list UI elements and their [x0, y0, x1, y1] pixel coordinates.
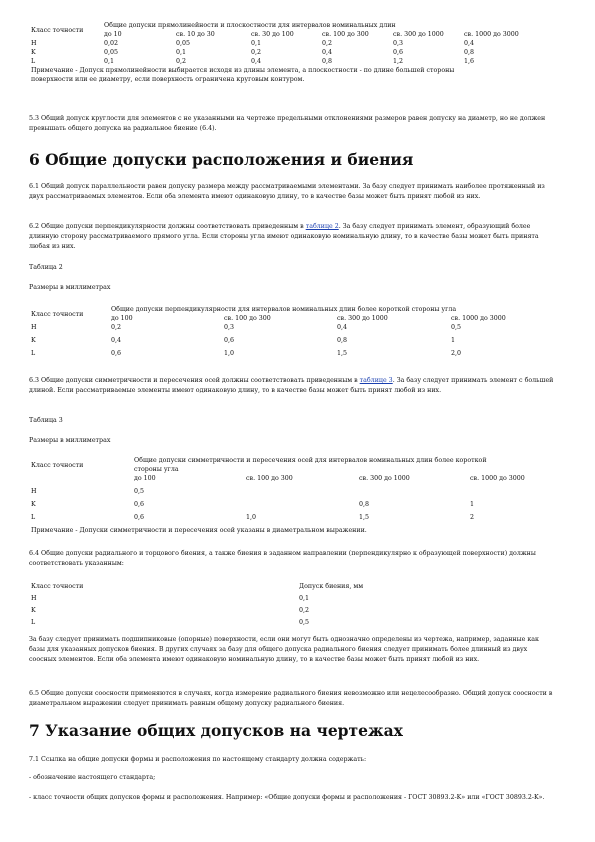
value-cell: 0,6: [134, 514, 145, 521]
paragraph-text: 6.2 Общие допуски перпендикулярности должны соответствовать приведенным в: [29, 223, 304, 230]
value-cell: 0,5: [134, 488, 145, 495]
value-cell: 0,1: [176, 49, 187, 56]
class-cell: K: [31, 49, 36, 56]
value-cell: 0,8: [464, 49, 475, 56]
table-row: [31, 606, 557, 618]
value-cell: 1,0: [224, 350, 235, 357]
value-cell: 0,05: [104, 49, 119, 56]
table-row: [31, 336, 557, 349]
value-cell: 0,2: [299, 607, 310, 614]
value-cell: 1,6: [464, 58, 475, 65]
value-cell: 0,3: [393, 40, 404, 47]
flatness-tolerance-table: [31, 21, 557, 84]
column-header: Класс точности: [31, 583, 84, 590]
paragraph-text: 6.3 Общие допуски симметричности и пересечения осей должны соответствовать приведенным в: [29, 377, 358, 384]
value-cell: 0,4: [337, 324, 348, 331]
value-cell: 1,2: [393, 58, 404, 65]
value-cell: 0,02: [104, 40, 119, 47]
table-column-headers: [31, 474, 557, 487]
table-note: Примечание - Допуск прямолинейности выбирается исходя из длины элемента, а плоскостности - по длине большей стороны: [31, 67, 455, 74]
table-row: [31, 48, 557, 57]
section-6-heading: 6 Общие допуски расположения и биения: [29, 150, 414, 169]
table-group-header: Общие допуски прямолинейности и плоскостности для интервалов номинальных длин: [104, 22, 396, 29]
paragraph-6-1: 6.1 Общий допуск параллельности равен допуску размера между рассматриваемыми элементами. За базу следует принимать наиболее протяженный из двух рассматриваемых элементов. Если оба элемента имеют одинаковую длину, то в качестве базы может быть принят любой из них.: [29, 183, 545, 200]
value-cell: 1,0: [246, 514, 257, 521]
table-2-caption: Таблица 2: [29, 264, 63, 271]
value-cell: 0,2: [322, 40, 333, 47]
class-cell: K: [31, 607, 36, 614]
value-cell: 0,1: [251, 40, 262, 47]
perpendicularity-tolerance-table: [31, 305, 557, 362]
table-3-link[interactable]: таблице 3: [359, 377, 393, 384]
table-group-header: Общие допуски перпендикулярности для интервалов номинальных длин более короткой стороны угла: [111, 306, 457, 313]
section-7-heading: 7 Указание общих допусков на чертежах: [29, 721, 403, 740]
class-cell: H: [31, 488, 37, 495]
value-cell: 0,4: [464, 40, 475, 47]
list-item: - обозначение настоящего стандарта;: [29, 774, 156, 781]
column-header: св. 30 до 100: [251, 31, 294, 38]
table-row: [31, 513, 557, 526]
value-cell: 0,6: [111, 350, 122, 357]
value-cell: 0,3: [224, 324, 235, 331]
table-row: [31, 349, 557, 362]
value-cell: 0,6: [393, 49, 404, 56]
table-row: [31, 618, 557, 630]
class-header: Класс точности: [31, 461, 84, 469]
class-header: Класс точности: [31, 310, 84, 318]
table-group-header: Общие допуски симметричности и пересечения осей для интервалов номинальных длин более короткой: [134, 457, 487, 464]
table-2-link[interactable]: таблице 2: [305, 223, 339, 230]
column-header: св. 300 до 1000: [359, 475, 410, 482]
class-cell: H: [31, 595, 37, 602]
value-cell: 0,4: [251, 58, 262, 65]
value-cell: 0,05: [176, 40, 191, 47]
table-column-headers: [31, 582, 557, 594]
table-3-caption: Таблица 3: [29, 417, 63, 424]
column-header: св. 1000 до 3000: [464, 31, 519, 38]
value-cell: 2,0: [451, 350, 462, 357]
value-cell: 0,8: [322, 58, 333, 65]
runout-tolerance-table: [31, 582, 557, 630]
paragraph-6-4: 6.4 Общие допуски радиального и торцового биения, а также биения в заданном направлении (перпендикулярно к образующей поверхности) должны соответствовать указанным:: [29, 550, 536, 567]
value-cell: 0,8: [359, 501, 370, 508]
column-header: св. 1000 до 3000: [451, 315, 506, 322]
table-row: [31, 487, 557, 500]
value-cell: 0,4: [322, 49, 333, 56]
class-cell: H: [31, 324, 37, 331]
class-cell: L: [31, 350, 36, 357]
table-row: [31, 39, 557, 48]
value-cell: 0,2: [111, 324, 122, 331]
table-note: Примечание - Допуски симметричности и пересечения осей указаны в диаметральном выражении.: [31, 527, 367, 534]
column-header: до 100: [134, 475, 156, 482]
value-cell: 1,5: [359, 514, 370, 521]
class-cell: L: [31, 58, 36, 65]
column-header: св. 100 до 300: [322, 31, 369, 38]
table-row: [31, 57, 557, 66]
value-cell: 0,6: [134, 501, 145, 508]
column-header: св. 300 до 1000: [393, 31, 444, 38]
table-row: [31, 323, 557, 336]
column-header: св. 10 до 30: [176, 31, 215, 38]
value-cell: 0,1: [299, 595, 310, 602]
paragraph-6-3: [29, 376, 555, 396]
class-cell: K: [31, 501, 36, 508]
column-header: св. 100 до 300: [246, 475, 293, 482]
table-row: [31, 594, 557, 606]
class-cell: L: [31, 619, 36, 626]
class-cell: L: [31, 514, 36, 521]
column-header: Допуск биения, мм: [299, 583, 364, 590]
value-cell: 0,4: [111, 337, 122, 344]
value-cell: 0,6: [224, 337, 235, 344]
table-group-header-continued: стороны угла: [134, 466, 179, 473]
table-2-units: Размеры в миллиметрах: [29, 284, 111, 291]
value-cell: 1: [451, 337, 456, 344]
column-header: св. 300 до 1000: [337, 315, 388, 322]
paragraph-text: . За базу следует принимать элемент, образующий более длинную сторону рассматриваемого прямого угла. Если стороны угла имеют одинаковую номинальную длину, то в качестве базы может быть принята любая из них.: [29, 223, 539, 250]
paragraph-5-3: 5.3 Общий допуск круглости для элементов с не указанными на чертеже предельными отклонениями размеров равен допуску на диаметр, но не должен превышать общего допуска на радиальное биение (6.4).: [29, 115, 546, 132]
column-header: до 10: [104, 31, 122, 38]
column-header: св. 1000 до 3000: [470, 475, 525, 482]
value-cell: 0,2: [251, 49, 262, 56]
value-cell: 0,8: [337, 337, 348, 344]
class-cell: K: [31, 337, 36, 344]
value-cell: 0,5: [299, 619, 310, 626]
column-header: до 100: [111, 315, 133, 322]
paragraph-6-4-base: За базу следует принимать подшипниковые (опорные) поверхности, если они могут быть однозначно определены из чертежа, например, заданные как базы для указанных допусков биения. В других случаях за базу для общего допуска радиального биения следует принимать более длинный из двух соосных элементов. Если оба элемента имеют одинаковую номинальную длину, то в качестве базы может быть принят любой из них.: [29, 636, 539, 663]
paragraph-6-5: 6.5 Общие допуски соосности применяются в случаях, когда измерение радиального биения невозможно или нецелесообразно. Общий допуск соосности в диаметральном выражении следует принимать равным общему допуску радиального биения.: [29, 690, 553, 707]
table-note-continued: поверхности или ее диаметру, если поверхность ограничена круговым контуром.: [31, 76, 305, 83]
class-cell: H: [31, 40, 37, 47]
value-cell: 1: [470, 501, 475, 508]
list-item: - класс точности общих допусков формы и расположения. Например: «Общие допуски формы и расположения - ГОСТ 30893.2-K» или «ГОСТ 30893.2-K».: [29, 794, 545, 801]
paragraph-6-2: [29, 222, 555, 252]
value-cell: 0,2: [176, 58, 187, 65]
symmetry-tolerance-table: [31, 456, 557, 539]
paragraph-7-1: 7.1 Ссылка на общие допуски формы и расположения по настоящему стандарту должна содержать:: [29, 756, 367, 763]
column-header: св. 100 до 300: [224, 315, 271, 322]
class-header: Класс точности: [31, 26, 84, 34]
table-column-headers: [31, 30, 557, 39]
paragraph-text: . За базу следует принимать элемент с большей длиной. Если рассматриваемые элементы имеют одинаковую длину, то в качестве базы может быть принят любой из них.: [29, 377, 554, 394]
value-cell: 1,5: [337, 350, 348, 357]
table-row: [31, 500, 557, 513]
value-cell: 0,5: [451, 324, 462, 331]
value-cell: 2: [470, 514, 475, 521]
value-cell: 0,1: [104, 58, 115, 65]
table-3-units: Размеры в миллиметрах: [29, 437, 111, 444]
